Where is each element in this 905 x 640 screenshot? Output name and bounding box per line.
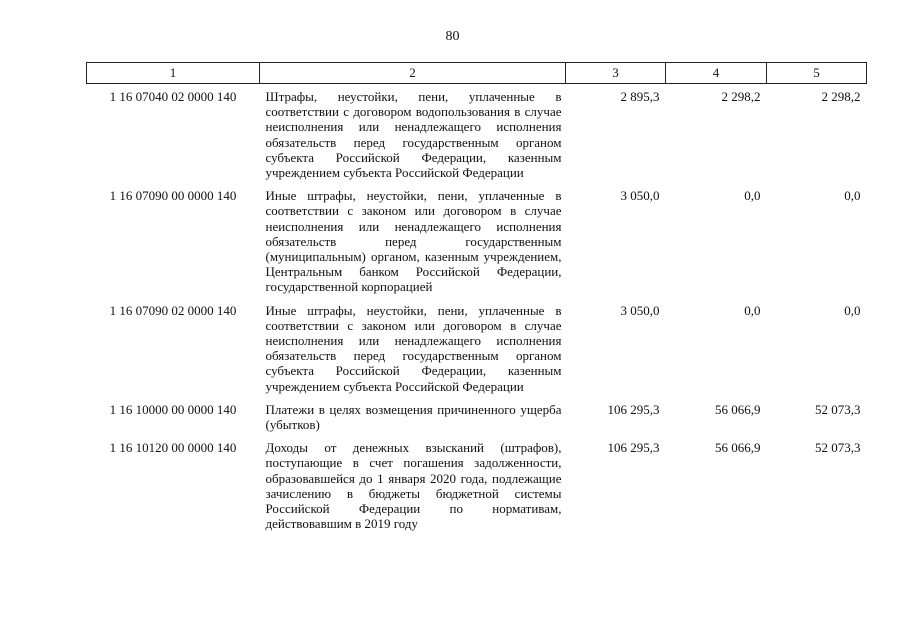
column-header-2: 2 bbox=[260, 63, 566, 84]
row-code: 1 16 07040 02 0000 140 bbox=[109, 89, 237, 104]
row-value-col4: 0,0 bbox=[744, 188, 761, 204]
row-value-col5: 52 073,3 bbox=[815, 440, 861, 456]
row-value-col3: 2 895,3 bbox=[620, 89, 660, 104]
table-row bbox=[87, 84, 867, 189]
row-code: 1 16 10000 00 0000 140 bbox=[109, 401, 237, 417]
table-row bbox=[87, 440, 867, 539]
table-row bbox=[87, 402, 867, 440]
row-name: Платежи в целях возмещения причиненного ущерба (убытков) bbox=[265, 401, 562, 433]
row-name: Штрафы, неустойки, пени, уплаченные в соответствии с договором водопользования в случае неисполнения или ненадлежащего исполнения обязательств перед государственным органом субъекта Российской Федерации, казенным учреждением субъекта Российской Федерации bbox=[265, 89, 562, 181]
row-value-col3: 106 295,3 bbox=[607, 440, 660, 456]
row-value-col4: 2 298,2 bbox=[721, 89, 761, 104]
page-number: 80 bbox=[445, 29, 460, 44]
row-name: Иные штрафы, неустойки, пени, уплаченные в соответствии с законом или договором в случае неисполнения или ненадлежащего исполнения обязательств перед государственным органом субъекта Российской Федерации, казенным учреждением субъекта Российской Федерации bbox=[265, 302, 562, 394]
budget-table bbox=[86, 62, 867, 539]
row-value-col4: 56 066,9 bbox=[715, 440, 761, 456]
row-value-col5: 2 298,2 bbox=[821, 89, 861, 104]
row-value-col3: 3 050,0 bbox=[620, 188, 660, 204]
row-code: 1 16 10120 00 0000 140 bbox=[109, 440, 237, 456]
row-code: 1 16 07090 00 0000 140 bbox=[109, 188, 237, 204]
table-header-row bbox=[87, 63, 867, 84]
table-row bbox=[87, 188, 867, 302]
row-code: 1 16 07090 02 0000 140 bbox=[109, 302, 237, 318]
row-value-col5: 0,0 bbox=[844, 302, 861, 318]
column-header-1: 1 bbox=[87, 63, 260, 84]
row-value-col4: 56 066,9 bbox=[715, 401, 761, 417]
column-header-5: 5 bbox=[767, 63, 867, 84]
row-value-col3: 3 050,0 bbox=[620, 302, 660, 318]
column-header-4: 4 bbox=[666, 63, 767, 84]
row-name: Иные штрафы, неустойки, пени, уплаченные в соответствии с законом или договором в случае неисполнения или ненадлежащего исполнения обязательств перед государственным (муниципальным) органом, казенным учреждением, Центральным банком Российской Федерации, государственной корпорацией bbox=[265, 188, 562, 295]
row-value-col3: 106 295,3 bbox=[607, 401, 660, 417]
table-row bbox=[87, 303, 867, 402]
row-value-col4: 0,0 bbox=[744, 302, 761, 318]
row-value-col5: 0,0 bbox=[844, 188, 861, 204]
row-value-col5: 52 073,3 bbox=[815, 401, 861, 417]
row-name: Доходы от денежных взысканий (штрафов), поступающие в счет погашения задолженности, образовавшейся до 1 января 2020 года, подлежащие зачислению в бюджеты бюджетной системы Российской Федерации по нормативам, действовавшим в 2019 году bbox=[265, 440, 562, 532]
column-header-3: 3 bbox=[566, 63, 666, 84]
